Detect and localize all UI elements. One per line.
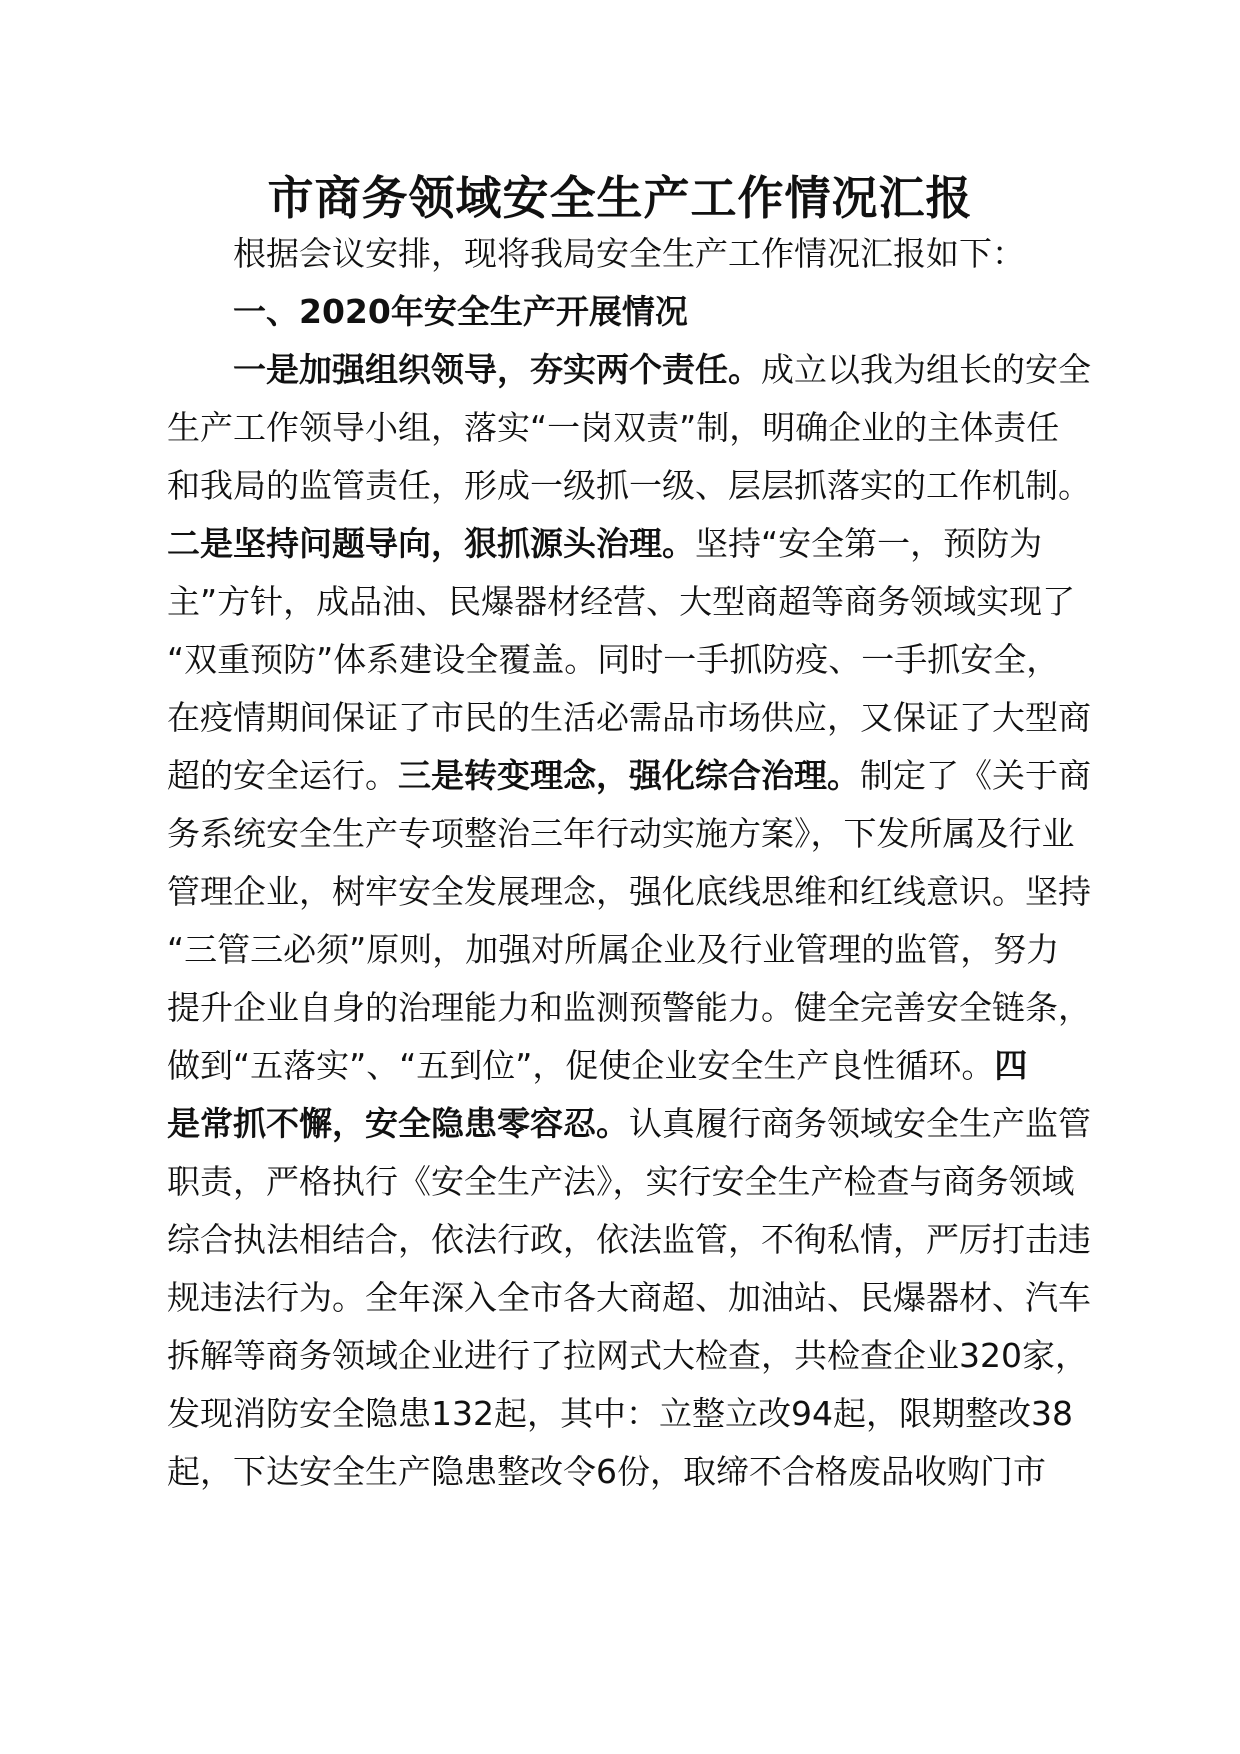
body-text-run: 务系统安全生产专项整治三年行动实施方案》，下发所属及行业 <box>167 814 1075 853</box>
body-line <box>167 399 1059 457</box>
body-text-run: 规违法行为。全年深入全市各大商超、加油站、民爆器材、汽车 <box>167 1278 1091 1317</box>
body-text-run: 综合执法相结合，依法行政，依法监管，不徇私情，严厉打击违 <box>167 1220 1091 1259</box>
body-line <box>167 689 1091 747</box>
body-line <box>167 573 1075 631</box>
bold-lead-phrase: 是常抓不懈，安全隐患零容忍。 <box>167 1104 629 1143</box>
body-text-run: 和我局的监管责任，形成一级抓一级、层层抓落实的工作机制。 <box>167 466 1091 505</box>
body-text-run: “三管三必须”原则，加强对所属企业及行业管理的监管，努力 <box>167 930 1060 969</box>
section-heading: 一、2020年安全生产开展情况 <box>233 292 688 331</box>
body-line <box>233 341 1091 399</box>
body-line <box>167 631 1059 689</box>
document-title: 市商务领域安全生产工作情况汇报 <box>267 171 973 225</box>
body-text-run: 做到“五落实”、“五到位”，促使企业安全生产良性循环。 <box>167 1046 995 1085</box>
body-line <box>167 1327 1088 1385</box>
body-line <box>167 863 1091 921</box>
body-text-run: 拆解等商务领域企业进行了拉网式大检查，共检查企业320家， <box>167 1336 1088 1375</box>
body-line <box>167 515 1042 573</box>
body-line <box>167 747 1091 805</box>
bold-lead-phrase: 三是转变理念，强化综合治理。 <box>398 756 860 795</box>
body-text-run: 成立以我为组长的安全 <box>761 350 1091 389</box>
body-text-run: 生产工作领导小组，落实“一岗双责”制，明确企业的主体责任 <box>167 408 1060 447</box>
body-line <box>167 1153 1075 1211</box>
body-text-run: 提升企业自身的治理能力和监测预警能力。健全完善安全链条， <box>167 988 1091 1027</box>
body-text-run: 在疫情期间保证了市民的生活必需品市场供应，又保证了大型商 <box>167 698 1091 737</box>
body-line <box>167 1443 1046 1501</box>
bold-lead-phrase: 一是加强组织领导，夯实两个责任。 <box>233 350 761 389</box>
body-text-run: 坚持“安全第一，预防为 <box>695 524 1043 563</box>
bold-lead-phrase: 四 <box>994 1046 1028 1085</box>
body-line <box>167 805 1075 863</box>
body-text-run: “双重预防”体系建设全覆盖。同时一手抓防疫、一手抓安全， <box>167 640 1060 679</box>
body-line <box>167 457 1091 515</box>
body-text-run: 认真履行商务领域安全生产监管 <box>629 1104 1091 1143</box>
body-text-run: 起，下达安全生产隐患整改令6份，取缔不合格废品收购门市 <box>167 1452 1046 1491</box>
body-text-run: 主”方针，成品油、民爆器材经营、大型商超等商务领域实现了 <box>167 582 1076 621</box>
body-line <box>167 1269 1091 1327</box>
bold-lead-phrase: 二是坚持问题导向，狠抓源头治理。 <box>167 524 695 563</box>
body-line <box>167 1211 1091 1269</box>
body-text-run: 管理企业，树牢安全发展理念，强化底线思维和红线意识。坚持 <box>167 872 1091 911</box>
body-line <box>167 1037 1027 1095</box>
intro-paragraph: 根据会议安排，现将我局安全生产工作情况汇报如下： <box>233 234 1025 273</box>
body-line <box>167 1385 1073 1443</box>
body-line <box>167 979 1091 1037</box>
body-line <box>167 921 1059 979</box>
body-text-run: 超的安全运行。 <box>167 756 398 795</box>
body-line <box>167 1095 1091 1153</box>
body-text-run: 发现消防安全隐患132起，其中：立整立改94起，限期整改38 <box>167 1394 1073 1433</box>
body-text-run: 制定了《关于商 <box>860 756 1091 795</box>
body-text-run: 职责，严格执行《安全生产法》，实行安全生产检查与商务领域 <box>167 1162 1075 1201</box>
